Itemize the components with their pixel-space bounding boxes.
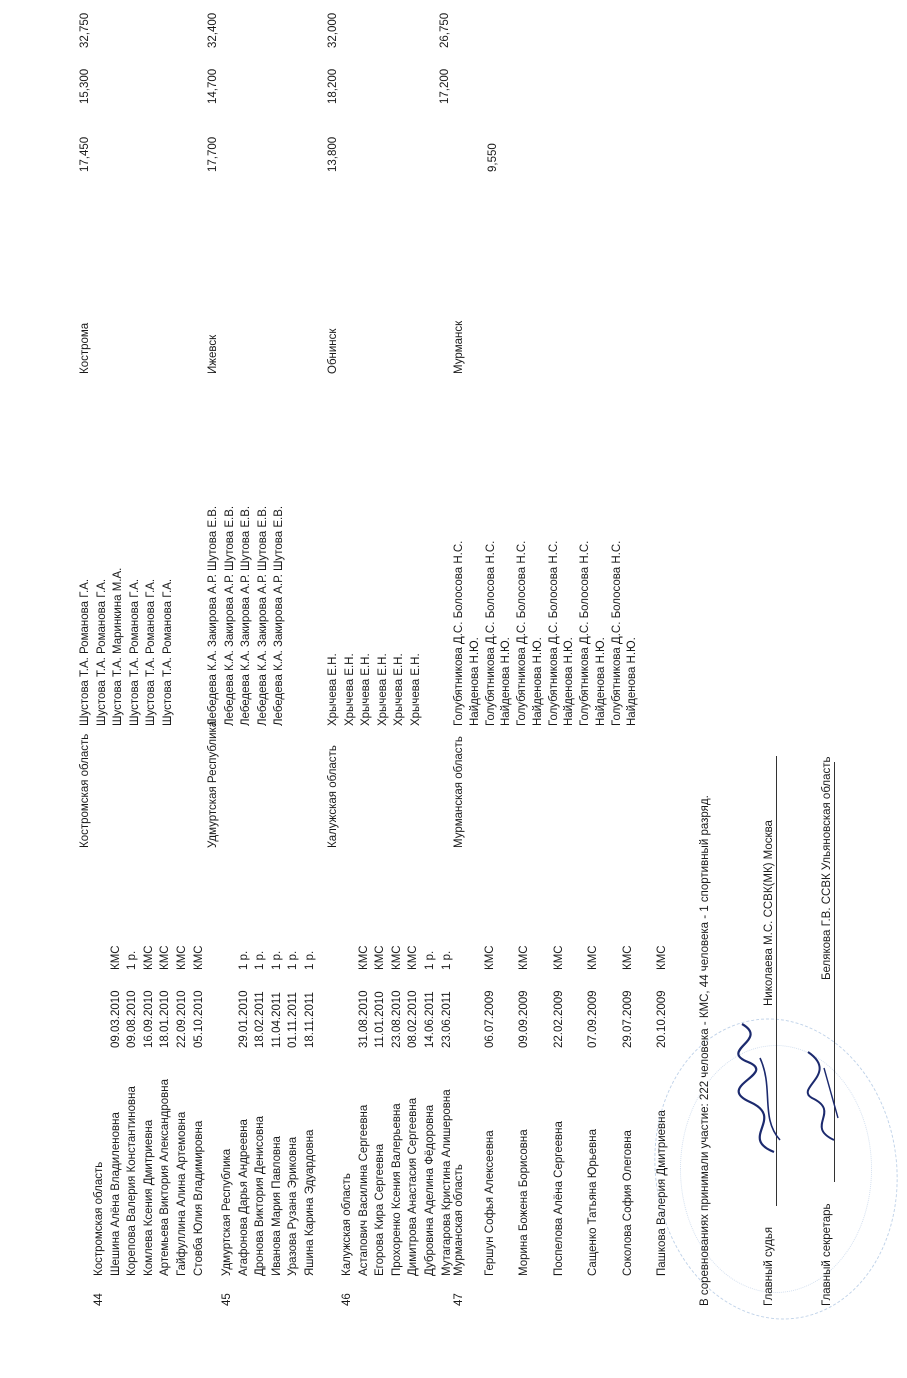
team-city: Обнинск	[327, 328, 339, 374]
athlete-coach-extra: Найденова Н.Ю.	[500, 637, 512, 726]
athlete-name: Прохоренко Ксения Валерьевна	[390, 1103, 403, 1276]
athlete-birth-date: 18.02.2011	[254, 991, 267, 1048]
athlete-birth-date: 31.08.2010	[357, 990, 370, 1048]
athlete-rank: КМС	[483, 945, 496, 970]
athlete-coach: Голубятникова Д.С. Болосова Н.С.	[516, 540, 528, 726]
chief-secretary-label: Главный секретарь	[821, 1203, 833, 1306]
athlete-name: Гайфуллина Алина Артемовна	[176, 1111, 188, 1276]
chief-secretary-signature	[794, 1038, 846, 1148]
athlete-coach: Шустова Т.А. Романова Г.А.	[145, 578, 158, 726]
athlete-rank: 1 р.	[270, 950, 283, 970]
athlete-name: Егорова Кира Сергеевна	[374, 1143, 387, 1276]
athlete-rank: 1 р.	[126, 950, 139, 970]
team-region-header: Костромская область	[93, 1161, 105, 1276]
team-number: 46	[341, 1293, 353, 1306]
athlete-rank: КМС	[390, 945, 403, 970]
athlete-name: Пашкова Валерия Дмитриевна	[656, 1110, 669, 1276]
athlete-coach: Хрычева Е.Н.	[360, 653, 373, 726]
athlete-coach: Голубятникова Д.С. Болосова Н.С.	[484, 540, 497, 726]
athlete-coach: Шустова Т.А. Маринкина М.А.	[112, 567, 125, 726]
athlete-coach: Хрычева Е.Н.	[327, 653, 339, 726]
athlete-coach: Голубятникова Д.С. Болосова Н.С.	[547, 540, 560, 726]
athlete-rank: КМС	[407, 945, 420, 970]
team-region-header: Мурманская область	[453, 1164, 465, 1276]
athlete-birth-date: 29.01.2010	[237, 990, 250, 1048]
team-number: 44	[93, 1293, 105, 1306]
athlete-coach: Лебедева К.А. Закирова А.Р. Шутова Е.В.	[240, 505, 253, 726]
athlete-rank: 1 р.	[424, 950, 436, 970]
athlete-rank: КМС	[656, 945, 669, 970]
athlete-birth-date: 08.02.2010	[407, 990, 420, 1048]
athlete-coach-extra: Найденова Н.Ю.	[626, 637, 638, 726]
athlete-rank: КМС	[192, 945, 205, 970]
athlete-coach-extra: Найденова Н.Ю.	[531, 637, 544, 726]
participation-summary: В соревнованиях принимали участие: 222 человека - КМС, 44 человека - 1 спортивный разряд.	[699, 795, 711, 1306]
athlete-name: Дронова Виктория Денисовна	[254, 1115, 267, 1276]
athlete-rank: 1 р.	[254, 950, 267, 970]
athlete-coach: Хрычева Е.Н.	[410, 653, 422, 726]
team-number: 47	[453, 1293, 465, 1306]
athlete-rank: 1 р.	[440, 950, 453, 970]
athlete-rank: КМС	[159, 945, 172, 970]
chief-judge-signature	[730, 1018, 790, 1158]
team-city: Ижевск	[207, 334, 219, 374]
athlete-coach-extra: Найденова Н.Ю.	[594, 637, 607, 726]
athlete-birth-date: 01.11.2011	[287, 992, 300, 1048]
team-score-current: 9,550	[487, 143, 499, 172]
athlete-birth-date: 18.01.2010	[159, 990, 172, 1048]
athlete-birth-date: 20.10.2009	[656, 990, 669, 1048]
athlete-rank: 1 р.	[287, 950, 300, 970]
athlete-name: Корепова Валерия Константиновна	[126, 1086, 139, 1276]
athlete-coach-extra: Найденова Н.Ю.	[563, 637, 575, 726]
team-score-current: 17,450	[79, 136, 91, 172]
athlete-name: Стовба Юлия Владимировна	[192, 1120, 205, 1276]
team-score-total: 32,400	[207, 12, 219, 48]
team-region: Мурманская область	[453, 736, 465, 848]
athlete-name: Комлева Ксения Дмитриевна	[142, 1119, 155, 1276]
athlete-name: Иванова Мария Павловна	[270, 1136, 283, 1276]
athlete-birth-date: 23.06.2011	[440, 991, 453, 1048]
team-region: Удмуртская Республика	[207, 720, 219, 848]
athlete-coach: Шустова Т.А. Романова Г.А.	[95, 578, 108, 726]
athlete-coach: Голубятникова Д.С. Болосова Н.С.	[610, 540, 623, 726]
athlete-name: Шешина Алёна Владиленовна	[109, 1112, 122, 1276]
athlete-rank: КМС	[109, 945, 122, 970]
team-number: 45	[221, 1293, 233, 1306]
athlete-birth-date: 22.02.2009	[552, 990, 565, 1048]
team-region-header: Удмуртская Республика	[221, 1148, 233, 1276]
athlete-rank: КМС	[587, 945, 600, 970]
athlete-rank: КМС	[374, 945, 387, 970]
team-score-total: 32,750	[79, 12, 91, 48]
athlete-name: Поспелова Алёна Сергеевна	[552, 1121, 565, 1276]
athlete-birth-date: 09.08.2010	[126, 990, 139, 1048]
athlete-birth-date: 22.09.2010	[176, 990, 188, 1048]
athlete-birth-date: 23.08.2010	[390, 990, 403, 1048]
athlete-rank: КМС	[142, 945, 155, 970]
athlete-birth-date: 11.01.2010	[374, 991, 387, 1048]
team-score-current: 17,700	[207, 136, 219, 172]
athlete-coach: Хрычева Е.Н.	[343, 653, 356, 726]
athlete-rank: КМС	[357, 945, 370, 970]
athlete-coach-extra: Найденова Н.Ю.	[468, 637, 481, 726]
athlete-coach: Лебедева К.А. Закирова А.Р. Шутова Е.В.	[256, 505, 269, 726]
team-score-previous: 14,700	[207, 68, 219, 104]
chief-judge-name: Николаева М.С. ССВК(МК) Москва	[763, 820, 775, 1006]
athlete-birth-date: 09.09.2009	[518, 990, 531, 1048]
athlete-coach: Голубятникова Д.С. Болосова Н.С.	[579, 540, 591, 726]
athlete-coach: Хрычева Е.Н.	[376, 653, 389, 726]
team-score-previous: 18,200	[327, 68, 339, 104]
team-city: Кострома	[79, 322, 91, 374]
athlete-birth-date: 18.11.2011	[304, 992, 316, 1048]
chief-secretary-name: Белякова Г.В. ССВК Ульяновская область	[821, 756, 833, 980]
athlete-name: Уразова Рузана Эриковна	[287, 1136, 300, 1276]
athlete-name: Морина Божена Борисовна	[518, 1129, 531, 1276]
athlete-coach: Лебедева К.А. Закирова А.Р. Шутова Е.В.	[223, 505, 236, 726]
team-score-previous: 17,200	[439, 68, 451, 104]
athlete-name: Соколова София Олеговна	[621, 1130, 634, 1276]
athlete-coach: Голубятникова Д.С. Болосова Н.С.	[453, 540, 465, 726]
athlete-rank: 1 р.	[304, 950, 316, 970]
athlete-rank: КМС	[552, 945, 565, 970]
athlete-name: Сащенко Татьяна Юрьевна	[587, 1129, 600, 1276]
athlete-name: Димитрова Анастасия Сергеевна	[407, 1097, 420, 1276]
team-score-total: 26,750	[439, 12, 451, 48]
athlete-coach: Лебедева К.А. Закирова А.Р. Шутова Е.В.	[273, 505, 286, 726]
athlete-birth-date: 05.10.2010	[192, 990, 205, 1048]
team-region-header: Калужская область	[341, 1173, 353, 1276]
team-region: Калужская область	[327, 745, 339, 848]
athlete-name: Гершун Софья Алексеевна	[483, 1130, 496, 1276]
athlete-coach: Шустова Т.А. Романова Г.А.	[162, 578, 174, 726]
athlete-rank: КМС	[176, 945, 188, 970]
team-city: Мурманск	[453, 320, 465, 374]
athlete-name: Агафонова Дарья Андреевна	[237, 1119, 250, 1276]
athlete-coach: Лебедева К.А. Закирова А.Р. Шутова Е.В.	[207, 505, 219, 726]
team-score-total: 32,000	[327, 12, 339, 48]
athlete-coach: Хрычева Е.Н.	[393, 653, 406, 726]
athlete-rank: КМС	[621, 945, 634, 970]
athlete-name: Астапович Василина Сергеевна	[357, 1104, 370, 1276]
athlete-birth-date: 11.04.2011	[270, 992, 283, 1048]
athlete-name: Мутагарова Кристина Алишеровна	[440, 1089, 453, 1276]
athlete-rank: 1 р.	[237, 950, 250, 970]
athlete-coach: Шустова Т.А. Романова Г.А.	[128, 578, 141, 726]
team-score-current: 13,800	[327, 136, 339, 172]
athlete-birth-date: 29.07.2009	[621, 990, 634, 1048]
athlete-birth-date: 14.06.2011	[424, 991, 436, 1048]
athlete-birth-date: 09.03.2010	[109, 990, 122, 1048]
team-score-previous: 15,300	[79, 68, 91, 104]
athlete-coach: Шустова Т.А. Романова Г.А.	[79, 578, 91, 726]
team-region: Костромская область	[79, 733, 91, 848]
athlete-name: Дубровина Аделина Фёдоровна	[424, 1104, 436, 1276]
athlete-name: Артемьева Виктория Александровна	[159, 1078, 172, 1276]
athlete-birth-date: 06.07.2009	[483, 990, 496, 1048]
athlete-birth-date: 16.09.2010	[142, 990, 155, 1048]
athlete-name: Яшина Карина Эдуардовна	[304, 1129, 316, 1276]
athlete-rank: КМС	[518, 945, 531, 970]
chief-judge-label: Главный судья	[763, 1226, 775, 1306]
athlete-birth-date: 07.09.2009	[587, 990, 600, 1048]
